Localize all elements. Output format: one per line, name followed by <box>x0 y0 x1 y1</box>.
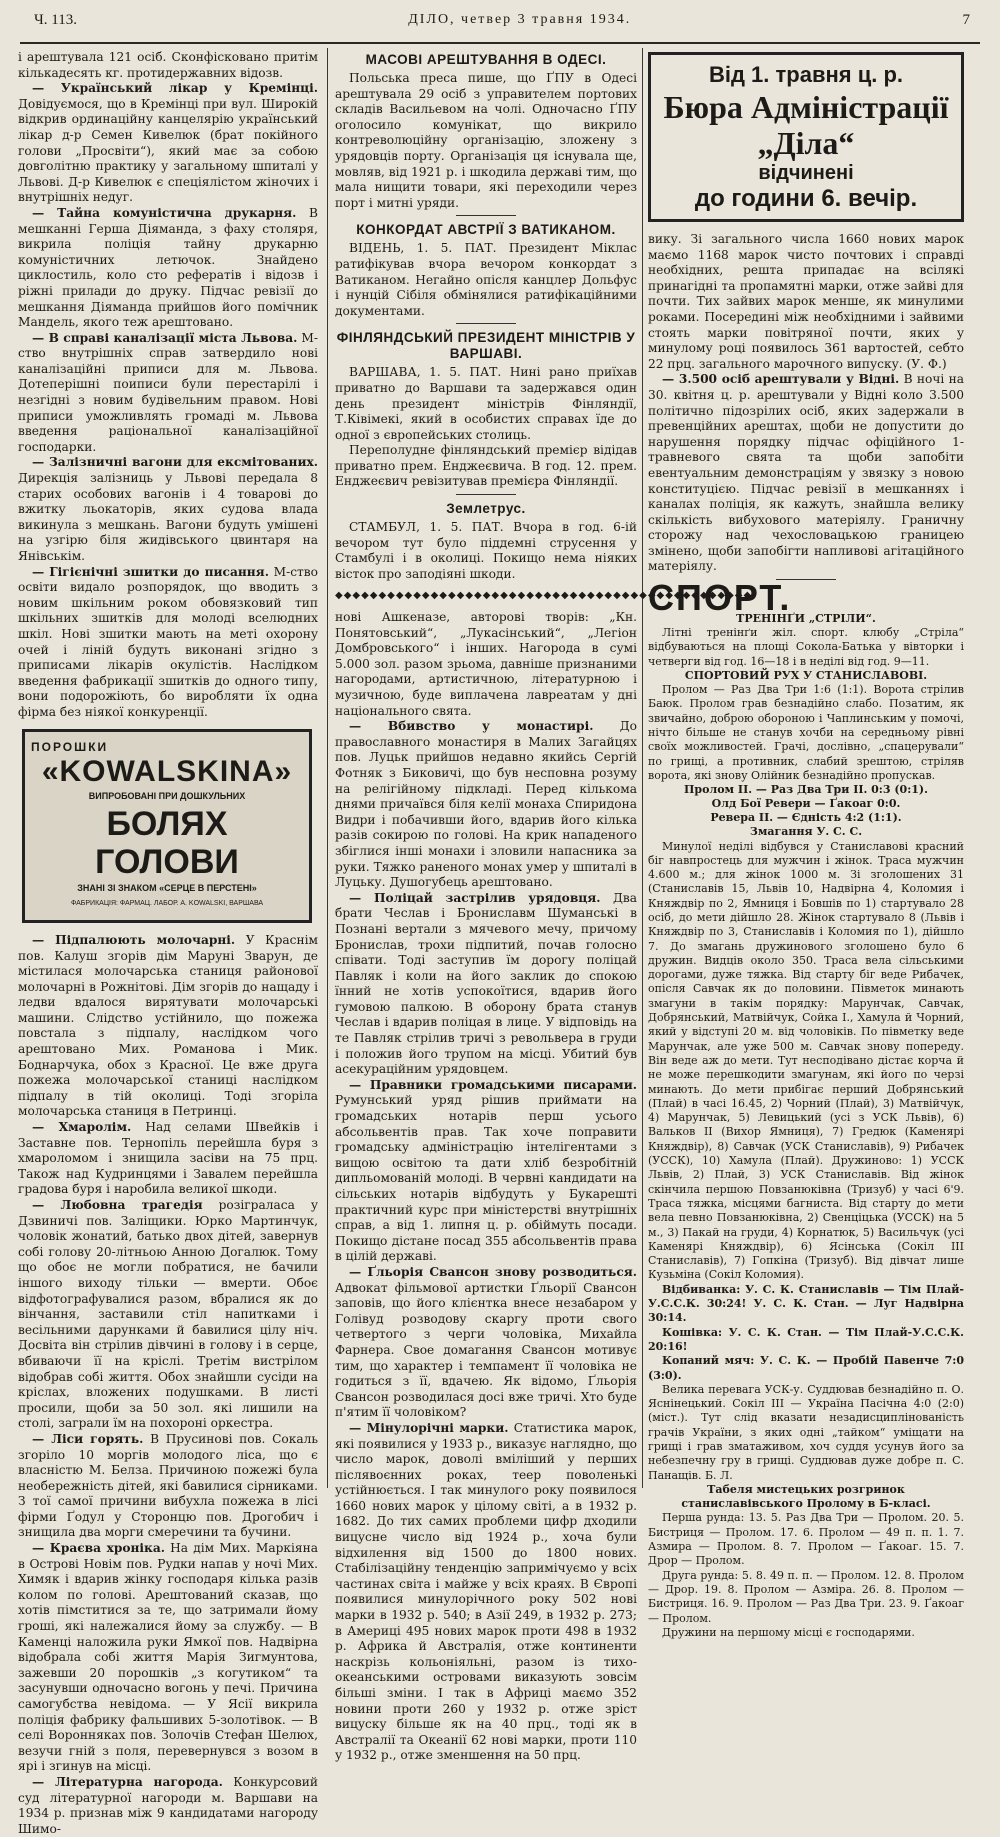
item-heading: — Правники громадськими писарами. <box>349 1077 637 1092</box>
item-body: Довідуємося, що в Кремінці при вул. Широкій відкрив ординаційну канцелярію український лікар д-р Семен Кивелюк (брат покійного голови „Просвіти“), який має за собою довголітню практику у загальному шпиталі у Львові. Д-р Кивелюк є спеціялістом жіночих і внутрішніх недуг. <box>18 96 318 205</box>
item-body: Два брати Чеслав і Брониславм Шуманські в Познані вертали з мячевого мечу, причому Бронислав, трохи підпитий, почав голосно співати. Тоді заступив їм дорогу поліцай Павляк і коли на його заклик до спокою їнний не хотів успокоїтися, вдарив його гумовою палкою. В оборону брата станув Чеслав і вдарив поліцая в лице. У відповідь на те Павляк стрілив тричі з револьвера в груди і положив його трупом на місці. Убитий був асекураційним урядовцем. <box>335 890 637 1077</box>
item-body: На дім Мих. Маркіяна в Острові Новім пов. Рудки напав у ночі Мих. Химяк і вдарив жінку господаря кілька разів колом по голові. Арештований сказав, що хотів пімститися за те, що затримали йому гроші, які належалися йому за службу. — В Каменці наложила руки Ямкої пов. Надвірна відобрала собі життя Марія Зигмунтова, зажевши 20 порошків „з когутиком“ та засунувши одночасно вогонь у печі. Причина самогубства невідома. — У Ясії викрила поліція фабрику фальшивих 5-золотівок. — В селі Воронняках пов. Золочів Стефан Шелюх, везучи гній з поля, перевернувся з возом в ярі і згинув на місці. <box>18 1541 319 1774</box>
notice-line: Від 1. травня ц. р. <box>708 62 904 87</box>
header-rule <box>20 42 980 44</box>
subheading: Змагання У. С. С. <box>749 825 863 839</box>
subheading: ТРЕНІНҐИ „СТРІЛИ“. <box>736 611 876 625</box>
news-item <box>18 1775 318 1837</box>
subheading: Табеля мистецьких розгринок станиславівського Пролому в Б-класі. <box>681 1482 931 1511</box>
paragraph: Переполудне фінляндський премієр відідав приватно прем. Енджеєвича. В год. 12. прем. Енджеєвич ревізитував премієра Фінляндії. <box>335 443 637 489</box>
issue-number: Ч. 113. <box>34 11 77 28</box>
ad-line: ПОРОШКИ <box>31 739 109 754</box>
item-heading: — Український лікар у Кремінці. <box>32 81 318 96</box>
item-heading: — В справі каналізації міста Львова. <box>32 330 298 345</box>
match-result: Ревера II. — Єдність 4:2 (1:1). <box>710 811 902 825</box>
item-body: У Краснім пов. Калуш згорів дім Маруні Зварун, де містилася молочарська станиця районової молочарні в Рожнітові. Дім згорів до нащаду і ледви вдалося вирятувати молочарські машини. Слідство устійнило, що пожежа повстала з підпалу, наслідком чого арештовано Мих. Романова і Мик. Боднарчука, обох з Красної. Це вже друга пожежа молочарської станиці наслідком підпалу в тій околиці. Тоді згоріла молочарська станиця в Петринці. <box>18 932 318 1119</box>
item-body: Румунський уряд рішив приймати на громадських нотарів перш усього абсольвентів прав. Так хоче поправити громадську адміністрацію інтелігентами з вищою освітою та дати хліб безробітній дипльомованій молоді. В червні кандидати на сільських нотарів відбудуть у Букарешті практичний курс при міністерстві внутрішніх справ, а від 1. липня ц. р. обіймуть посади. Покищо дістане посад 355 абсольвентів права в цілій державі. <box>335 1093 637 1264</box>
paragraph: Дружини на першому місці є господарями. <box>662 1625 915 1639</box>
column-rule <box>327 48 328 1488</box>
page-header <box>0 0 1000 40</box>
match-result: Відбиванка: У. С. К. Станиславів — Тім Плай-У.С.С.К. 30:24! У. С. К. Стан. — Луг Надвірна 30:14. <box>648 1282 964 1325</box>
paragraph: вику. Зі загального числа 1660 нових марок маємо 1168 марок чисто почтових і справді необхідних, решта припадає на всілякі принагідні та пропамятні марки, отже зайві для почти. Тих зайвих марок менше, як минулими роками. Посередині між необхідними і зайвими стоять марки повітряної почти, яких у минулому році появилось 361 вартостей, себто 22 прц. загального марочного випуску. (У. Ф.) <box>648 232 964 371</box>
schedule-paragraph: Перша рунда: 13. 5. Раз Два Три — Пролом. 20. 5. Бистриця — Пролом. 17. 6. Пролом — 49 п. п. 1. 7. Азмира — Пролом. 8. 7. Пролом — Ґакоаг. 15. 7. Дрор — Пролом. <box>648 1511 964 1568</box>
match-result: Олд Бої Ревери — Ґакоаг 0:0. <box>711 797 901 811</box>
column-3 <box>648 50 964 1640</box>
news-item <box>18 81 318 206</box>
ornament-divider: ◆◆◆◆◆◆◆◆◆◆◆◆◆◆◆◆◆◆◆◆◆◆◆◆◆◆◆◆◆◆◆◆◆◆◆◆◆◆◆◆◆◆◆◆◆◆◆◆ <box>335 590 753 602</box>
item-body: М-ство освіти видало розпорядок, що вводить з новим шкільним роком обовязковий тип шкільних зшитків для молоді вселюдних шкіл. Нові зшитки мають на меті охорону очей і ліній будуть виконані згідно з приписами лікарів окулістів. Наслідком введення фабрикації зшитків до одного типу, вони подорожіють, бо виробляти їх одна фірма без ніякої конкуренції. <box>18 564 318 719</box>
paragraph: Польська преса пише, що ҐПУ в Одесі арештувала 29 осіб з управителем портових складів Васильевом на чолі. Одночасно ҐПУ оголосило комунікат, що викрило контреволюційну організацію, зложену з урядовців порту. Організація ця існувала ще, мовляв, від 1921 р. і шкодила державі тим, що мала нищити товари, які переходили через порт і митні уряди. <box>335 71 637 210</box>
item-body: Статистика марок, які появилися у 1933 р., виказує наглядно, що число марок, доволі вміліший у перших післявоєнних роках, теер поволенькі устійнюється. І так минулого року появилося 1660 нових марок у цілому світі, а в 1932 р. 1682. До тих самих проблеми цифр дходили вицусне число від 1924 р., хоча були відхилення від 1500 до 1800 нових. Стабілізаційну тенденцію запримічуємо у всіх частинах світа і майже у всіх краях. В Європі появилися минулорічного року 502 нові марки в 1932 р. 540; в Азії 249, в 1932 р. 273; в Америці 495 нових марок проти 498 в 1932 р. Африка й Австралія, отже континенти наскрізь кольоніяльні, разом із тихо-океанськими островами виказують зовсім більші зміни. І так в Африці маємо 352 новини проти 260 у 1932 р. отже зріст вицуску більше як на 40 прц., тоді як в Австралії та Океанії 62 нові марки, проти 110 у 1932 р., отже зменшення на 50 прц. <box>335 1420 637 1763</box>
paragraph: і арештувала 121 осіб. Сконфісковано притім кількадесять кг. протидержавних відозв. <box>18 50 318 80</box>
news-item <box>18 565 318 721</box>
page-number: 7 <box>962 11 970 28</box>
paragraph: ВАРШАВА, 1. 5. ПАТ. Нині рано приїхав приватно до Варшави та задержався один день президент міністрів Фінляндії, Т.Ківімекі, який в особистих справах їде до одної з європейських столиць. <box>335 365 637 442</box>
article-headline: КОНКОРДАТ АВСТРІЇ З ВАТИКАНОМ. <box>356 222 616 238</box>
news-item <box>335 719 637 891</box>
news-item <box>18 1432 318 1541</box>
item-heading: — Літературна нагорода. <box>32 1774 223 1789</box>
item-heading: — Хмаролім. <box>32 1120 132 1135</box>
notice-line: відчинені <box>758 162 854 184</box>
match-result: Кошівка: У. С. К. Стан. — Тім Плай-У.С.С.К. 20:16! <box>648 1325 964 1353</box>
item-body: В ночі на 30. квітня ц. р. арештували у Відні коло 3.500 політично підозрілих осіб, яких задержали в превенційних арештах, щоби не допустити до нарушення порядку підчас офіційного 1-травневого свята та щоби запобіти евентуальним демонстраціям у звязку з новою конституцією. Підчас ревізії в мешканнях і каналах поліція, як кажуть, знайшла велику скількість вибухового матеріялу. Граничну сторожу над чехословацькою границею змінено, щоби запобігти напливові агітаційного матеріялу. <box>648 372 964 574</box>
sport-section-title: СПОРТ. <box>648 577 792 619</box>
masthead-date: ДІЛО, четвер 3 травня 1934. <box>408 12 632 27</box>
paragraph: Пролом — Раз Два Три 1:6 (1:1). Ворота стрілив Баюк. Пролом грав безнадійно слабо. Позатим, як звичайно, доброю обороною і Чаплинським у помочі, нічто більше не станув хочби на середньому рівні своїх можливостей. Грачі, дослівно, „спацерували“ по грищі, а противник, слабий зрештою, стріляв ворота, які знову Олійник безнадійно пропускав. <box>648 683 964 782</box>
item-heading: — 3.500 осіб арештували у Відні. <box>662 372 900 387</box>
paragraph: СТАМБУЛ, 1. 5. ПАТ. Вчора в год. 6-ій вечором тут було піддемні струсення у Стамбулі і в околиці. Покищо нема ніяких вісток про заподіяні шкоди. <box>335 520 637 581</box>
news-item <box>18 1541 318 1775</box>
divider <box>456 494 516 495</box>
kowalskina-advertisement <box>22 729 312 923</box>
item-heading: — Гігієнічні зшитки до писання. <box>32 564 269 579</box>
paragraph: ВІДЕНЬ, 1. 5. ПАТ. Президент Міклас ратифікував вчора вечором конкордат з Ватиканом. Негайно опісля канцлер Дольфус і нунцій Сібіля обмінялися ратифікаційними документами. <box>335 241 637 318</box>
item-heading: — Мінулорічні марки. <box>349 1420 509 1435</box>
match-result: Копаний мяч: У. С. К. — Пробій Павенче 7:0 (3:0). <box>648 1354 964 1382</box>
news-item <box>335 891 637 1078</box>
ad-line: ЗНАНІ ЗІ ЗНАКОМ «СЕРЦЕ В ПЕРСТЕНІ» <box>77 882 257 893</box>
item-heading: — Підпалюють молочарні. <box>32 932 236 947</box>
article-headline: Землетрус. <box>446 501 526 517</box>
news-item <box>18 933 318 1120</box>
news-item <box>18 1198 318 1432</box>
paragraph: Літні тренінґи жіл. спорт. клюбу „Стріла“ відбуваються на площі Сокола-Батька у вівторки і четверги від год. 16—18 і в неділі від год. 9—11. <box>648 625 964 668</box>
item-heading: — Поліцай застрілив урядовця. <box>349 890 601 905</box>
item-heading: — Вбивство у монастирі. <box>349 719 594 734</box>
match-result: Пролом II. — Раз Два Три II. 0:3 (0:1). <box>684 783 928 797</box>
column-1 <box>18 50 318 1837</box>
item-body: До православного монастиря в Малих Загайцях пов. Луцьк прийшов недавно якийсь Сергій Фотняк з Биковичі, що був несповна розуму на релігійному підкладі. Перед кількома днями причаївся біля келії монаха Спиридона Видри і побачивши його, вдарив його кілька разів сокирою по голові. На крик нападеного збіглися інші монахи і зловили напасника за руки. Тяжко раненого монах умер у шпиталі в Луцьку. Душогубець арештовано. <box>335 719 637 890</box>
news-item <box>648 372 964 575</box>
ad-maker: ФАБРИКАЦІЯ: ФАРМАЦ. ЛАБОР. А. KOWALSKI, ВАРШАВА <box>70 900 264 908</box>
article-headline: ФІНЛЯНДСЬКИЙ ПРЕЗИДЕНТ МІНІСТРІВ У ВАРШАВІ. <box>336 330 636 362</box>
item-body: Дирекція залізниць у Львові передала 8 старих особових вагонів і 4 товарові до вжитку льокаторів, яких судова влада викинула з мешкань. Вагони будуть умішені на узгірю біля жидівського цвинтаря на Янівськім. <box>18 471 318 563</box>
news-item <box>18 1120 318 1198</box>
ad-headline: БОЛЯХ ГОЛОВИ <box>95 804 239 881</box>
item-heading: — Залізничні вагони для ексмітованих. <box>32 455 318 470</box>
news-item <box>18 455 318 564</box>
news-item <box>18 331 318 456</box>
news-item <box>18 206 318 331</box>
item-heading: — Ґльорія Свансон знову розводиться. <box>349 1264 637 1279</box>
paragraph: Минулої неділі відбувся у Станиславові красний біг навпростець для мужчин і жінок. Траса мужчин 4.600 м.; для жінок 1000 м. Зі зголошених 31 (Станиславів 15, Львів 10, Надвірна 4, Коломия і Княждвір по 2, Ямниця і Бовшів по 1) стартувало 28 осіб, до мети дійшло 28. Жінок стартувало 8 (Львів і Княждвір по 3, Станиславів і Коломия по 1), дійшло 7. До змагань дружинового зголошено було 6 дружин. Видців около 350. Траса вела сільськими дорогами, дуже тяжка. Від старту біг веде Рибачек, опісля Савчак як до половини. Півметок минають змагуни в такім порядку: Марунчак, Савчак, Добрянський, Матвійчук, Сойка І., Хамула й Чорний, який у відступі 20 м. від чоловіків. По півметку веде Марунчак, але уже 500 м. Савчак знову попереду. Він веде аж до мети. Тут несподівано дістає корча й не може перешкодити змагунам, які його по черзі минають. До мети прибігає перший Добрянський (Плай) в часі 16.45, 2) Чорний (Плай), 3) Матвійчук, 4) Марунчак, 5) Левицький (усі з УСК Львів), 6) Вальков II (Вихор Ямниця), 7) Гредюк (Каменярі Княждвір), 8) Савчак (УСК Станиславів), 9) Рибачек (УССК), 10) Хамула (Плай). Дружиново: 1) УССК Львів, 2) Плай, 3) УСК Станиславів. Від жінок скінчила першою Повзанюківна (Тризуб) у часі 6'9. Траса тяжка, місцями багниста. Від старту до мети вела певно Повзанюківна, 2) Свенціцька (УССК) на 5 м., 3) Пакай на груди, 4) Корнатюк, 5) Васильчук (усі Каменярі Княждвір), 6) Ясінська (Сокіл III Станиславів), 7) Гопкіна (Тризуб). Від дівчат лише Кузьміна (Сокіл Коломия). <box>648 839 964 1282</box>
news-item <box>335 1421 637 1764</box>
item-body: Адвокат фільмової артистки Ґльорії Свансон заповів, що його клієнтка внесе незабаром у Голівуд розводову скаргу проти свого четвертого з черги чоловіка, Михайла Фарнера. Свое домагання Свансон мотивує тим, що характер і темпамент її чоловіка не годиться з її, вдачею. Як відомо, Ґльорія Свансон розводилася досі вже тричі. Хто буде п'ятим її чоловіком? <box>335 1280 637 1420</box>
item-body: В мешканні Герша Діяманда, з фаху столяря, викрила поліція тайну друкарню комуністичних летючок. Знайдено циклостиль, коло сто рефератів і відозв і ріжні прилади до друку. Підчас ревізії до мешкання Діяманда прийшов його помічник Мандель, якого теж арештовано. <box>18 205 318 330</box>
ad-brand: «KOWALSKINA» <box>41 755 293 789</box>
notice-line: Бюра Адміністрації „Діла“ <box>663 89 949 161</box>
notice-line: до години 6. вечір. <box>694 185 918 212</box>
item-body: розіграласа у Дзвиничі пов. Заліщики. Юрко Мартинчук, чоловік жонатий, батько двох дітей, завернув собі голову 20-літньою Анною Догалюк. Тому що обоє не могли побратися, не бачили іншого виходу тільки — вмерти. Обоє відфотографувалися разом, вбралися як до вінчання, заставили стіл напитками і весільними дарунками й бавилися цілу ніч. Досвіта він стрілив дівчині в голову і в серце, вбиваючи її на кріслі. Третім вистрілом відобрав собі життя. Обох знайшли сусіди на кріслах, вложених подушками. В листі просили, щоби за 50 зол. які лишили на столі, заграли їм на похороні оркестра. <box>18 1198 318 1431</box>
item-body: Конкурсовий суд літературної нагороди м. Варшави на 1934 р. признав між 9 кандидатами нагороду Шимо- <box>18 1774 318 1836</box>
office-hours-notice <box>648 52 964 222</box>
item-heading: — Тайна комуністична друкарня. <box>32 205 297 220</box>
item-heading: — Любовна трагедія <box>32 1198 203 1212</box>
ad-line: ВИПРОБОВАНІ ПРИ ДОШКУЛЬНИХ <box>88 791 246 802</box>
article-headline: МАСОВІ АРЕШТУВАННЯ В ОДЕСІ. <box>365 52 607 67</box>
news-item <box>335 1265 637 1421</box>
item-body: М-ство внутрішніх справ затвердило нові каналізаційні приписи для м. Львова. Дотеперішні поиписи були перестарілі і незгідні з новим будівельним правом. Нові приписи уможливлять громаді м. Львова введення раціональної каналізаційної господарки. <box>18 330 318 454</box>
subheading: СПОРТОВИЙ РУХ У СТАНИСЛАВОВІ. <box>684 668 928 682</box>
paragraph: Велика перевага УСК-у. Суддював безнадійно п. О. Яснінецький. Сокіл III — Україна Пасічна 4:0 (2:0) (міст.). Тут слід вказати незадисциплінованість грачів України, з яких одні „тайком“ уміщати на грищі і грав зматаживом, хоч суддя усунув його за небезпечну гру в грищі. Суддював дуже добре п. С. Панащів. Б. Л. <box>648 1382 964 1482</box>
divider <box>456 323 516 324</box>
item-body: Над селами Швейків і Заставне пов. Тернопіль перейшла буря з хмароломом і знищила засіви на 75 прц. Також над Кудринцями і Завалем перейшла градова буря і наробила великої шкоди. <box>18 1120 318 1197</box>
paragraph: нові Ашкеназе, авторові творів: „Кн. Понятовський“, „Лукасінський“, „Легіон Домбровського“ і інших. Нагорода в сумі 5.000 зол. разом зрьома, давніше признаними нагородами, артистичною, літературною і музичною, буде виплачена лавреатам у дні національного свята. <box>335 610 637 718</box>
divider <box>456 215 516 216</box>
news-item <box>335 1078 637 1265</box>
item-heading: — Краєва хроніка. <box>32 1541 165 1556</box>
item-heading: — Ліси горять. <box>32 1431 144 1446</box>
item-body: В Прусинові пов. Сокаль згоріло 10 моргів молодого ліса, що є власністю М. Белза. Причиною пожежі була необережність дітей, які бавилися сірниками. З тої самої причини вибухла пожежа в лісі фірми Ґодул у Сторонцю пов. Дрогобич і знищила два морги смеречини та бучини. <box>18 1431 318 1540</box>
schedule-paragraph: Друга рунда: 5. 8. 49 п. п. — Пролом. 12. 8. Пролом — Дрор. 19. 8. Пролом — Азміра. 26. 8. Пролом — Бистриця. 16. 9. Пролом — Раз Два Три. 23. 9. Ґакоаг — Пролом. <box>648 1568 964 1625</box>
column-rule <box>642 48 643 1488</box>
